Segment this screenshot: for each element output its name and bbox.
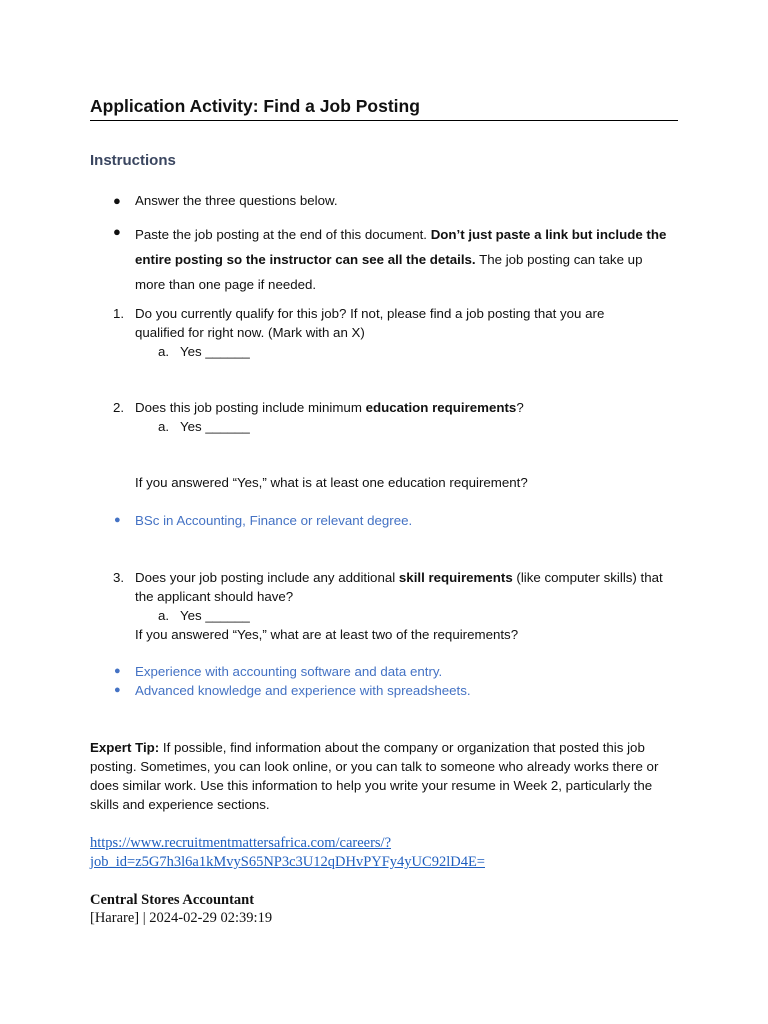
question-3-text-end: (like computer skills) that the applicant should have? — [135, 570, 663, 604]
question-3-text — [135, 568, 665, 606]
question-3-bold: skill requirements — [398, 570, 513, 585]
job-meta: [Harare] | 2024-02-29 02:39:19 — [90, 910, 273, 926]
question-3-number: 3. — [113, 570, 125, 585]
question-2-text — [135, 398, 524, 417]
expert-tip-label: Expert Tip: — [90, 740, 160, 755]
question-3-option-letter: a. — [158, 608, 170, 623]
bullet-2-text: Paste the job posting at the end of this document. — [135, 227, 431, 242]
question-2-yes-field[interactable]: Yes ______ — [180, 419, 250, 434]
question-1-number: 1. — [113, 306, 125, 321]
bullet-icon: ● — [113, 224, 121, 239]
question-2-number: 2. — [113, 400, 125, 415]
instructions-heading: Instructions — [90, 152, 176, 169]
bullet-icon: ● — [114, 665, 121, 677]
question-2-option-letter: a. — [158, 419, 170, 434]
question-3-answer-1: Experience with accounting software and data entry. — [135, 664, 443, 679]
bullet-icon: ● — [114, 514, 121, 526]
question-2-bold: education requirements — [365, 400, 517, 415]
question-2-answer: BSc in Accounting, Finance or relevant degree. — [135, 513, 413, 528]
instruction-bullet-1: Answer the three questions below. — [135, 193, 338, 208]
question-2-text-start: Does this job posting include minimum — [135, 400, 366, 415]
bullet-2-bold: Don’t just paste a link but include the entire posting so the instructor can see all the details. — [135, 227, 667, 267]
question-1-text: Do you currently qualify for this job? If not, please find a job posting that you are qualified for right now. (Mark with an X) — [135, 306, 605, 340]
question-3-yes-field[interactable]: Yes ______ — [180, 608, 250, 623]
expert-tip — [90, 738, 682, 814]
instruction-bullet-2 — [135, 222, 675, 297]
question-3-answer-2: Advanced knowledge and experience with spreadsheets. — [135, 683, 471, 698]
question-3-followup: If you answered “Yes,” what are at least two of the requirements? — [135, 627, 519, 642]
question-2-followup: If you answered “Yes,” what is at least one education requirement? — [135, 475, 528, 490]
bullet-2-tail: The job posting can take up more than one page if needed. — [135, 252, 643, 292]
page-title: Application Activity: Find a Job Posting — [90, 94, 678, 121]
job-link-line-1[interactable]: https://www.recruitmentmattersafrica.com/careers/? — [90, 835, 392, 851]
question-1-yes-field[interactable]: Yes ______ — [180, 344, 250, 359]
question-1-option-letter: a. — [158, 344, 170, 359]
question-2-text-end: ? — [516, 400, 524, 415]
job-posting-link[interactable] — [90, 834, 485, 872]
bullet-icon: ● — [114, 684, 121, 696]
bullet-icon: ● — [113, 193, 121, 208]
question-3-text-start: Does your job posting include any additional — [135, 570, 399, 585]
job-link-line-2[interactable]: job_id=z5G7h3l6a1kMvyS65NP3c3U12qDHvPYFy4yUC92lD4E= — [90, 854, 485, 870]
job-title: Central Stores Accountant — [90, 892, 255, 908]
expert-tip-text: If possible, find information about the company or organization that posted this job posting. Sometimes, you can look online, or you can talk to someone who already works there or does similar work. Use this information to help you write your resume in Week 2, particularly the skills and experience sections. — [90, 740, 659, 812]
